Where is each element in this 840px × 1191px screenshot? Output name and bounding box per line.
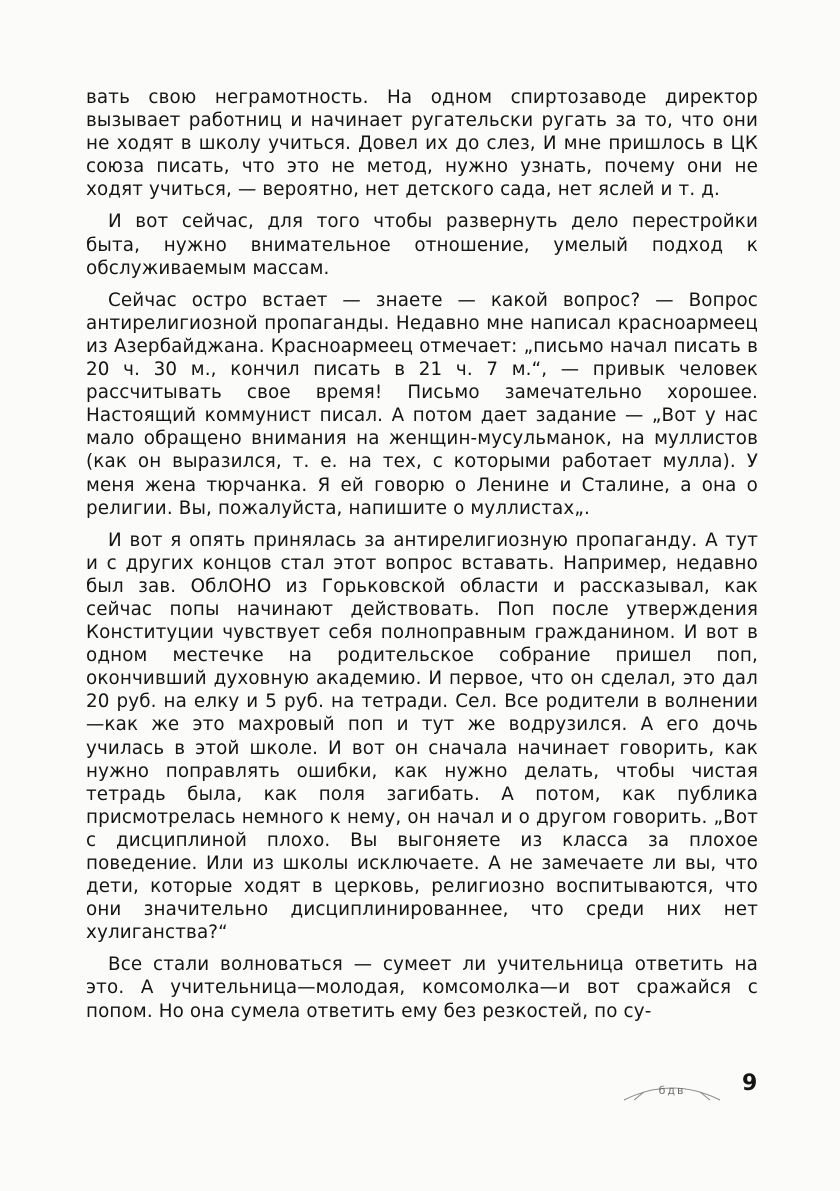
paragraph-4: И вот я опять принялась за антирелигиозную пропаганду. А тут и с других концов стал этот вопрос вставать. Например, недавно был зав. ОблОНО из Горьковской области и рассказывал, как сейчас попы начинают действовать. Поп после утверждения Конституции чувствует себя полноправным гражданином. И вот в одном местечке на родительское собрание пришел поп, окончивший духовную академию. И первое, что он сделал, это дал 20 руб. на елку и 5 руб. на тетради. Сел. Все родители в волнении—как же это махровый поп и тут же водрузился. А его дочь училась в этой школе. И вот он сначала начинает говорить, как нужно поправлять ошибки, как нужно делать, чтобы чистая тетрадь была, как поля загибать. А потом, как публика присмотрелась немного к нему, он начал и о другом говорить. „Вот с дисциплиной плохо. Вы выгоняете из класса за плохое поведение. Или из школы исключаете. А не замечаете ли вы, что дети, которые ходят в церковь, религиозно воспитываются, что они значительно дисциплинированнее, что среди них нет хулиганства?“: [86, 529, 758, 944]
paragraph-2: И вот сейчас, для того чтобы развернуть дело перестройки быта, нужно внимательное отношение, умелый подход к обслуживаемым массам.: [86, 211, 758, 279]
paragraph-3: Сейчас остро встает — знаете — какой вопрос? — Вопрос антирелигиозной пропаганды. Недавно мне написал красноармеец из Азербайджана. Красноармеец отмечает: „письмо начал писать в 20 ч. 30 м., кончил писать в 21 ч. 7 м.“, — привык человек рассчитывать свое время! Письмо замечательно хорошее. Настоящий коммунист писал. А потом дает задание — „Вот у нас мало обращено внимания на женщин-мусульманок, на муллистов (как он выразился, т. е. на тех, с которыми работает мулла). У меня жена тюрчанка. Я ей говорю о Ленине и Сталине, а она о религии. Вы, пожалуйста, напишите о муллистах„.: [86, 289, 758, 519]
library-stamp: [620, 1082, 724, 1102]
body-text: [86, 86, 758, 1023]
stamp-text: бдв: [658, 1084, 686, 1097]
page-number: 9: [742, 1071, 758, 1096]
paragraph-5: Все стали волноваться — сумеет ли учительница ответить на это. А учительница—молодая, комсомолка—и вот сражайся с попом. Но она сумела ответить ему без резкостей, по су-: [86, 954, 758, 1022]
paragraph-1: вать свою неграмотность. На одном спиртозаводе директор вызывает работниц и начинает ругательски ругать за то, что они не ходят в школу учиться. Довел их до слез, И мне пришлось в ЦК союза писать, что это не метод, нужно узнать, почему они не ходят учиться, — вероятно, нет детского сада, нет яслей и т. д.: [86, 87, 758, 201]
page-footer: [0, 1070, 840, 1110]
